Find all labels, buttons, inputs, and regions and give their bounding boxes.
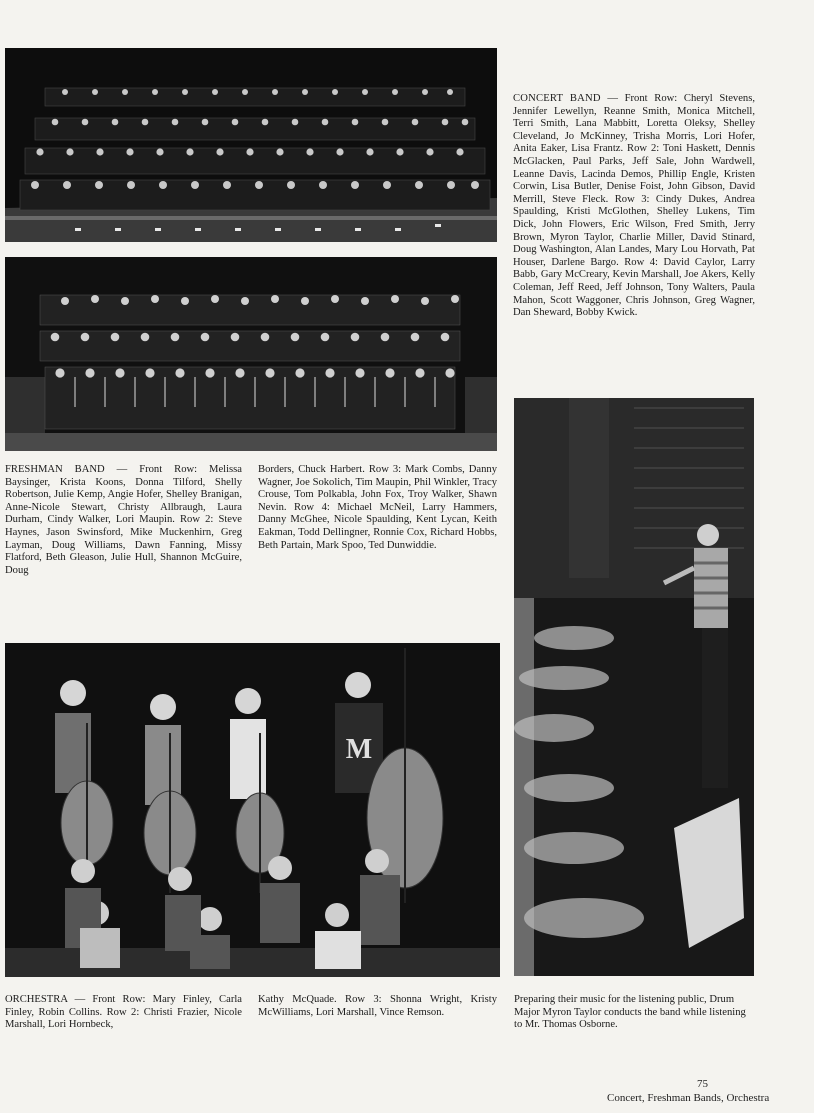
concert-band-caption	[513, 93, 755, 320]
orchestra-photo	[5, 643, 500, 977]
shirt-letter: M	[345, 734, 373, 765]
orchestra-text-1: — Front Row: Mary Finley, Carla Finley, Robin Collins. Row 2: Christi Frazier, Nicole Marshall, Lori Hornbeck,	[5, 994, 242, 1031]
freshman-band-text-1: — Front Row: Melissa Baysinger, Krista Koons, Donna Tilford, Shelly Robertson, Julie Kemp, Angie Hofer, Shelley Branigan, Anne-Nicole Stewart, Christy Allbraugh, Laura Durham, Cindy Walker, Lori Maupin. Row 2: Steve Haynes, Jason Swinsford, Mike Muckenhirn, Greg Layman, Doug Williams, Dawn Fanning, Missy Flatford, Beth Gleason, Julie Hull, Shannon McGuire, Doug	[5, 464, 243, 576]
page-number: 75	[697, 1078, 708, 1090]
freshman-band-photo	[5, 257, 497, 451]
freshman-band-caption-col2	[258, 464, 497, 552]
concert-band-photo	[5, 48, 497, 242]
freshman-band-text-2: Borders, Chuck Harbert. Row 3: Mark Combs, Danny Wagner, Joe Sokolich, Tim Maupin, Phil Winkler, Tracy Crouse, Tom Polkabla, John Fox, Troy Walker, Shawn Nevin. Row 4: Michael McNeil, Larry Hammers, Danny McGhee, Nicole Spaulding, Kent Lycan, Keith Eakman, Todd Dellingner, Ronnie Cox, Richard Hobbs, Beth Partain, Mark Spoo, Ted Dunwiddie.	[258, 464, 497, 551]
orchestra-caption-col2	[258, 994, 497, 1019]
orchestra-text-2: Kathy McQuade. Row 3: Shonna Wright, Kristy McWilliams, Lori Marshall, Vince Remson.	[258, 994, 497, 1018]
orchestra-caption-col1	[5, 994, 242, 1032]
orchestra-label: ORCHESTRA	[5, 994, 68, 1005]
concert-band-label: CONCERT BAND	[513, 93, 601, 104]
conductor-photo	[514, 398, 754, 976]
conductor-caption: Preparing their music for the listening public, Drum Major Myron Taylor conducts the band while listening to Mr. Thomas Osborne.	[514, 994, 746, 1031]
freshman-band-label: FRESHMAN BAND	[5, 464, 105, 475]
freshman-band-caption-col1	[5, 464, 242, 577]
concert-band-text: — Front Row: Cheryl Stevens, Jennifer Lewellyn, Reanne Smith, Monica Mitchell, Terri Smith, Lana Mabbitt, Loretta Oleksy, Shelley Cleveland, Jo McKinney, Trisha Morris, Lori Hofer, Anita Eaker, Lisa Frantz. Row 2: Toni Haskett, Dennis McGlacken, Paul Parks, Jeff Sale, John Wardwell, Leanne Davis, Lacinda Demos, Phillip Engle, Kristen Corwin, Lisa Butler, Denise Foist, John Gibson, David Merrill, Steve Fleck. Row 3: Cindy Dukes, Andrea Spaulding, Kristi McGlothen, Shelley Lukens, Tim Dick, John Flowers, Eric Wilson, Fred Smith, Jerry Brown, Myron Taylor, Charlie Miller, David Stinard, Doug Washington, Alan Landes, Mary Lou Horvath, Pat Houser, Darlene Bargo. Row 4: David Caylor, Larry Babb, Gary McCreary, Kevin Marshall, Joe Akers, Kelly Coleman, Jeff Reed, Jeff Johnson, Tony Walters, Paula Mahon, Scott Waggoner, Chris Johnson, Greg Wagner, Dan Sheward, Bobby Kwick.	[513, 93, 755, 319]
section-footer: Concert, Freshman Bands, Orchestra	[607, 1092, 770, 1104]
